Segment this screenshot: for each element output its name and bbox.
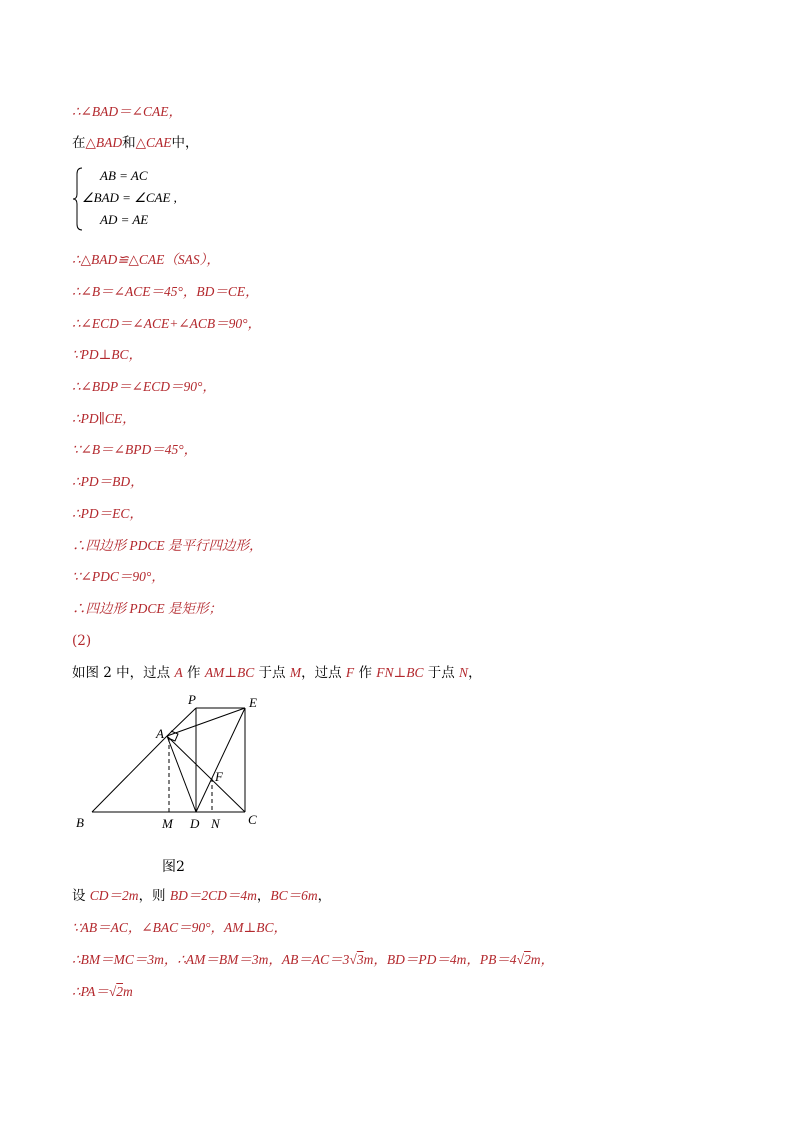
line-6: ∵PD⊥BC，: [72, 347, 143, 362]
line-triangles: [72, 134, 199, 152]
intro-point-n: N: [459, 665, 469, 680]
line-11: ∴PD＝EC，: [72, 506, 143, 521]
line-s3: ∴BM＝MC＝3m，∴AM＝BM＝3m，AB＝AC＝3√3m，BD＝PD＝4m，PB＝4√2m，: [72, 952, 554, 967]
setup-text-3: ，: [256, 888, 271, 904]
line-12: ∴四边形 PDCE 是平行四边形，: [72, 538, 263, 553]
intro-text-2: 作: [182, 665, 205, 681]
part-2-label: (2): [72, 633, 92, 649]
sqrt-3: 3: [356, 952, 364, 967]
line-9: ∵∠B＝∠BPD＝45°，: [72, 442, 198, 457]
setup-text-1: 设: [72, 888, 90, 904]
setup-line: [72, 887, 331, 905]
segment-ed: [196, 708, 245, 812]
segment-ac: [167, 736, 245, 812]
sqrt-2-pa: 2: [116, 984, 124, 999]
label-m: M: [162, 816, 173, 831]
system-row-2: ∠BAD = ∠CAE ,: [82, 190, 177, 205]
label-c: C: [248, 812, 257, 827]
line-10: ∴PD＝BD，: [72, 474, 144, 489]
setup-bc: BC＝6m: [270, 888, 318, 903]
line-3: ∴△BAD≌△CAE（SAS），: [72, 252, 220, 267]
label-e: E: [249, 695, 257, 710]
s4-part-b: m: [123, 984, 133, 999]
setup-text-2: ，则: [138, 888, 170, 904]
intro-text-5: 作: [354, 665, 377, 681]
setup-text-4: ，: [317, 888, 332, 904]
intro-text-3: 于点: [254, 665, 290, 681]
system-row-3: AD = AE: [100, 212, 149, 227]
sqrt-2: 2: [523, 952, 531, 967]
line-s2: ∵AB＝AC，∠BAC＝90°，AM⊥BC，: [72, 920, 287, 935]
line-7: ∴∠BDP＝∠ECD＝90°，: [72, 379, 216, 394]
intro-text-7: ，: [468, 665, 482, 681]
line-1: ∴∠BAD＝∠CAE，: [72, 104, 182, 119]
system-row-1: AB = AC: [100, 168, 148, 183]
label-d: D: [190, 816, 200, 831]
line-13: ∵∠PDC＝90°，: [72, 569, 165, 584]
s3-part-a: ∴BM＝MC＝3m，∴AM＝BM＝3m，AB＝AC＝3: [72, 952, 350, 967]
setup-bd: BD＝2CD＝4m: [169, 888, 257, 903]
line-s4: ∴PA＝√2m: [72, 984, 133, 999]
line-5: ∴∠ECD＝∠ACE+∠ACB＝90°，: [72, 316, 262, 331]
line-4: ∴∠B＝∠ACE＝45°，BD＝CE，: [72, 284, 259, 299]
label-p: P: [188, 692, 196, 707]
s4-part-a: ∴PA＝: [72, 984, 109, 999]
setup-cd: CD＝2m: [89, 888, 139, 903]
intro-point-f: F: [345, 665, 355, 680]
intro-text-1: 如图 2 中，过点: [72, 665, 175, 681]
figure-caption: 图2: [162, 859, 185, 875]
segment-ad: [167, 736, 196, 812]
segment-pa: [167, 708, 196, 736]
geometry-figure: [72, 690, 292, 840]
text-triangle-cae: △CAE: [135, 135, 172, 150]
s3-part-c: m，: [530, 952, 554, 967]
intro-fn: FN⊥BC: [376, 665, 424, 680]
label-n: N: [211, 816, 220, 831]
intro-am: AM⊥BC: [204, 665, 255, 680]
equation-system: [72, 166, 232, 232]
intro-point-m: M: [289, 665, 302, 680]
text-zai: 在: [72, 135, 86, 151]
label-f: F: [215, 769, 223, 784]
label-b: B: [76, 815, 84, 830]
intro-text-6: 于点: [423, 665, 460, 681]
intro-line: [72, 664, 482, 682]
s3-part-b: m，BD＝PD＝4m，PB＝4: [363, 952, 517, 967]
segment-ba: [92, 736, 167, 812]
line-8: ∴PD∥CE，: [72, 411, 136, 426]
line-14: ∴四边形 PDCE 是矩形；: [72, 601, 222, 616]
text-zhong: 中，: [171, 135, 199, 151]
intro-point-a: A: [174, 665, 183, 680]
label-a: A: [156, 726, 164, 741]
text-triangle-bad: △BAD: [85, 135, 123, 150]
text-he: 和: [122, 135, 136, 151]
intro-text-4: ，过点: [301, 665, 346, 681]
